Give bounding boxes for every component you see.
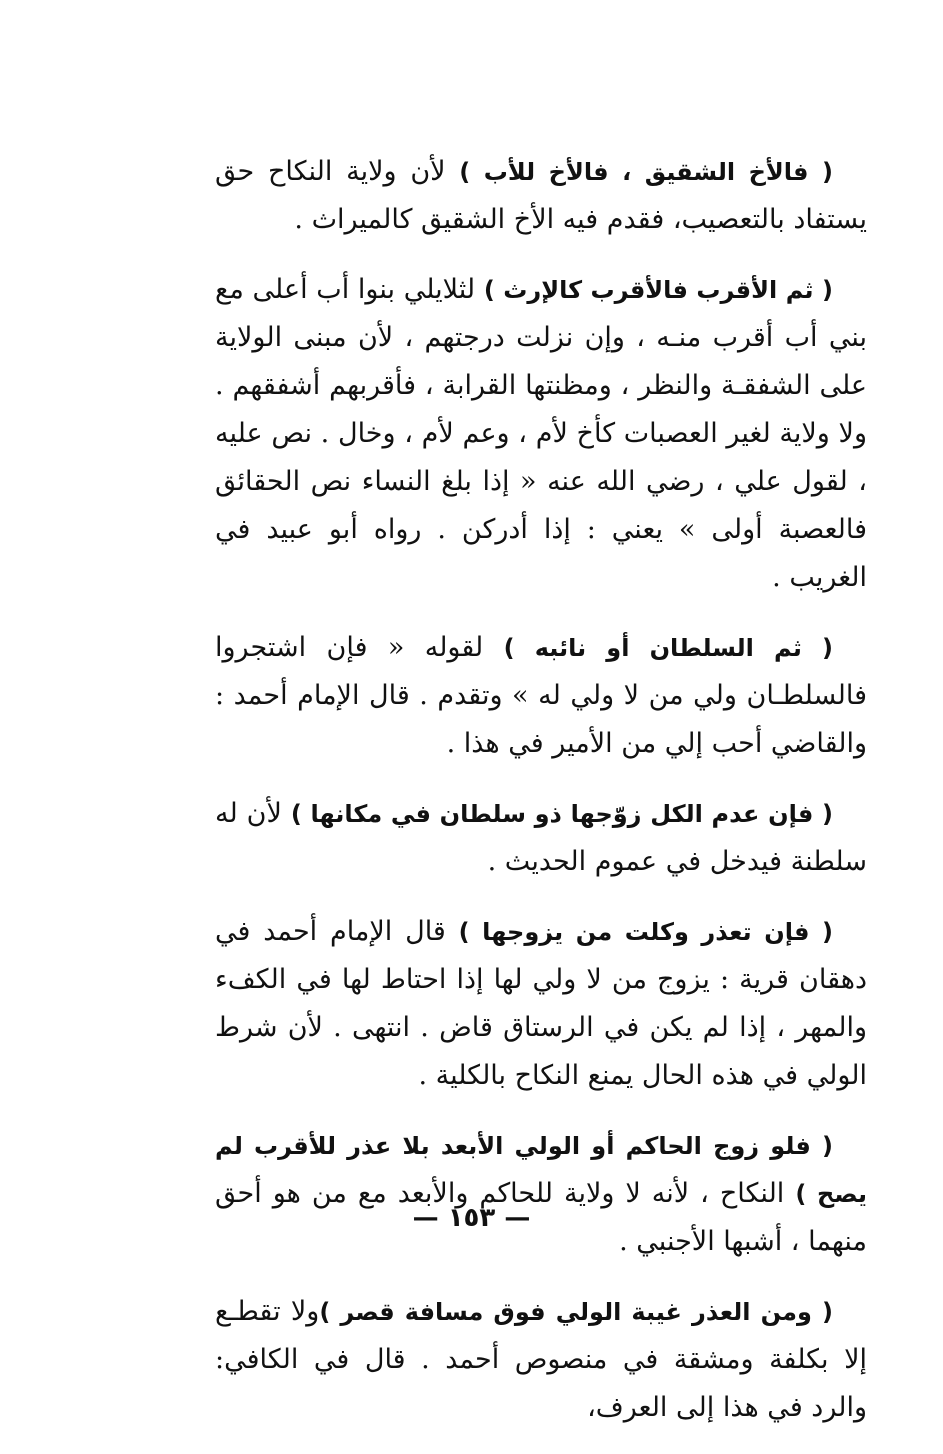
paragraph [215, 790, 867, 886]
paragraph [215, 148, 867, 244]
paragraph-heading: ( فلو زوج الحاكم أو الولي الأبعد بلا عذر للأقرب لم يصح ) [215, 1132, 868, 1208]
paragraph-body: ولا تقطـع إلا بكلفة ومشقة في منصوص أحمد . قال في الكافي: والرد في هذا إلى العرف، [215, 1296, 867, 1423]
paragraph-body: قال الإمام أحمد في دهقان قرية : يزوج من لا ولي لها إذا احتاط لها في الكفء والمهر ، إذا لم يكن في الرستاق قاض . انتهى . لأن شرط الولي في هذه الحال يمنع النكاح بالكلية . [215, 916, 867, 1091]
paragraph-body: لأن له سلطنة فيدخل في عموم الحديث . [215, 798, 867, 877]
paragraph-heading: ( ومن العذر غيبة الولي فوق مسافة قصر ) [319, 1298, 833, 1326]
page-text [215, 148, 867, 1454]
paragraph-body: لأن ولاية النكاح حق يستفاد بالتعصيب، فقدم فيه الأخ الشقيق كالميراث . [215, 156, 867, 235]
paragraph-heading: ( فإن عدم الكل زوّجها ذو سلطان في مكانها ) [290, 800, 833, 828]
paragraph [215, 1122, 867, 1266]
paragraph-heading: ( فإن تعذر وكلت من يزوجها ) [458, 918, 833, 946]
paragraph-heading: ( ثم الأقرب فالأقرب كالإرث ) [483, 276, 833, 304]
paragraph-body: النكاح ، لأنه لا ولاية للحاكم والأبعد مع من هو أحق منهما ، أشبها الأجنبي . [215, 1178, 867, 1257]
paragraph [215, 266, 867, 602]
paragraph [215, 908, 867, 1100]
paragraph [215, 624, 867, 768]
paragraph-body: لثلايلي بنوا أب أعلى مع بني أب أقرب منـه ، وإن نزلت درجتهم ، لأن مبنى الولاية على الشفقـة والنظر ، ومظنتها القرابة ، فأقربهم أشفقهم . ولا ولاية لغير العصبات كأخ لأم ، وعم لأم ، وخال . نص عليه ، لقول علي ، رضي الله عنه « إذا بلغ النساء نص الحقائق فالعصبة أولى » يعني : إذا أدركن . رواه أبو عبيد في الغريب . [215, 274, 867, 593]
paragraph-heading: ( ثم السلطان أو نائبه ) [503, 634, 833, 662]
paragraph-heading: ( فالأخ الشقيق ، فالأخ للأب ) [459, 158, 833, 186]
page-number: — ١٥٣ — [412, 1203, 531, 1233]
paragraph-body: لقوله « فإن اشتجروا فالسلطـان ولي من لا ولي له » وتقدم . قال الإمام أحمد : والقاضي أحب إلي من الأمير في هذا . [215, 632, 867, 759]
paragraph [215, 1288, 867, 1432]
